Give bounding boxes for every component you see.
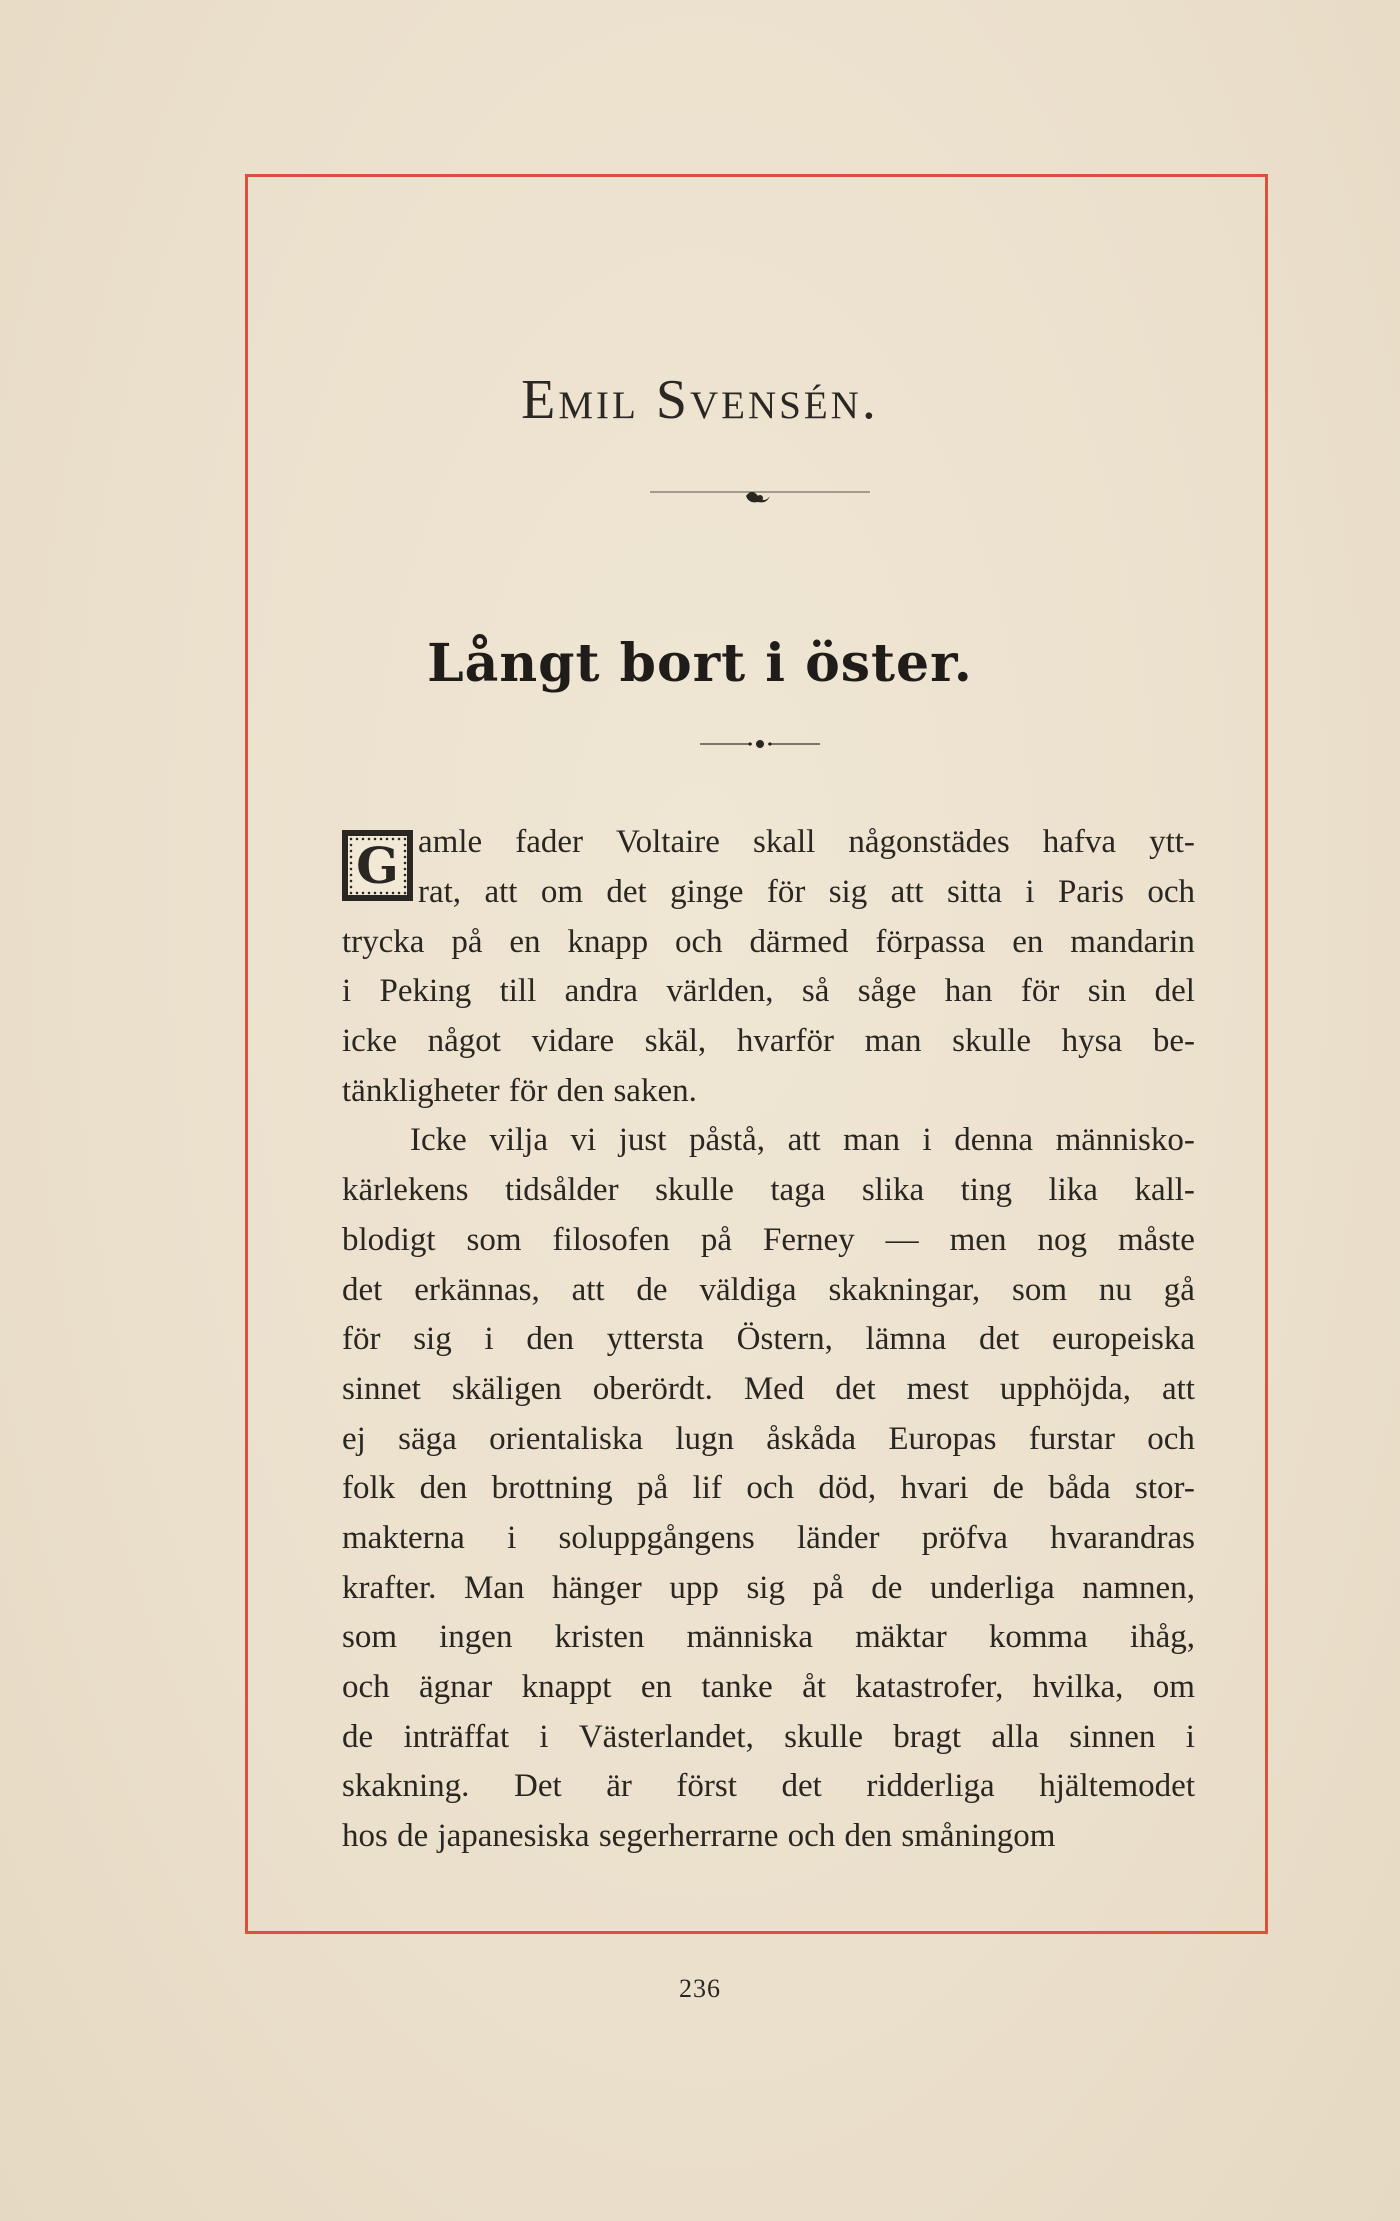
text-line: och ägnar knappt en tanke åt katastrofer, hvilka, om: [342, 1669, 1195, 1706]
page-number: 236: [679, 1974, 721, 2003]
drop-cap-letter: G: [353, 842, 402, 890]
ornament-divider-top: [650, 480, 870, 510]
ornament-divider-bottom: [700, 732, 820, 756]
text-line: folk den brottning på lif och död, hvari de båda stor-: [342, 1470, 1195, 1507]
author-heading: Emil Svensén.: [521, 369, 879, 431]
text-line: amle fader Voltaire skall någonstädes hafva ytt-: [418, 824, 1195, 861]
text-line: hos de japanesiska segerherrarne och den småningom: [342, 1818, 1056, 1855]
text-line: icke något vidare skäl, hvarför man skulle hysa be-: [342, 1023, 1195, 1060]
text-line: ej säga orientaliska lugn åskåda Europas furstar och: [342, 1420, 1195, 1457]
text-line: i Peking till andra världen, så såge han för sin del: [342, 973, 1195, 1010]
text-line: makterna i soluppgångens länder pröfva hvarandras: [342, 1519, 1195, 1556]
text-line: för sig i den yttersta Östern, lämna det europeiska: [342, 1321, 1195, 1358]
body-text: [342, 818, 1195, 1861]
text-line: det erkännas, att de väldiga skakningar, som nu gå: [342, 1271, 1195, 1308]
text-line: blodigt som filosofen på Ferney — men nog måste: [342, 1221, 1195, 1258]
text-line: de inträffat i Västerlandet, skulle bragt alla sinnen i: [342, 1718, 1195, 1755]
text-line: skakning. Det är först det ridderliga hjältemodet: [342, 1768, 1195, 1805]
text-line: trycka på en knapp och därmed förpassa en mandarin: [342, 923, 1195, 960]
text-line: som ingen kristen människa mäktar komma ihåg,: [342, 1619, 1195, 1656]
text-line: sinnet skäligen oberördt. Med det mest upphöjda, att: [342, 1370, 1195, 1407]
text-line: Icke vilja vi just påstå, att man i denna människo-: [410, 1122, 1195, 1159]
chapter-title: Långt bort i öster.: [427, 633, 973, 694]
text-line: krafter. Man hänger upp sig på de underliga namnen,: [342, 1569, 1195, 1606]
text-line: rat, att om det ginge för sig att sitta i Paris och: [418, 874, 1195, 911]
text-line: tänkligheter för den saken.: [342, 1072, 697, 1109]
text-line: kärlekens tidsålder skulle taga slika ting lika kall-: [342, 1172, 1195, 1209]
